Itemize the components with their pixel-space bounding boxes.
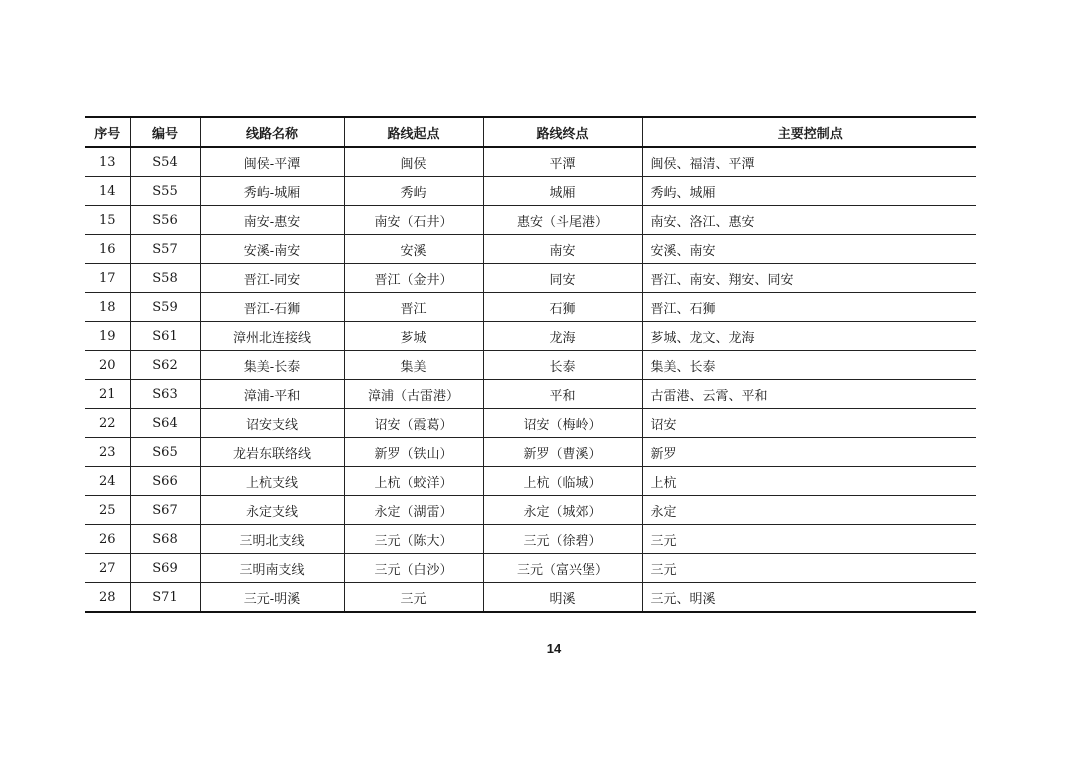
cell-start: 上杭（蛟洋） bbox=[344, 467, 483, 496]
cell-code: S58 bbox=[130, 264, 200, 293]
cell-route-name: 南安-惠安 bbox=[200, 206, 344, 235]
cell-end: 南安 bbox=[483, 235, 642, 264]
cell-route-name: 晋江-同安 bbox=[200, 264, 344, 293]
table-body bbox=[85, 147, 976, 612]
cell-start: 新罗（铁山） bbox=[344, 438, 483, 467]
table-row bbox=[85, 293, 976, 322]
table-row bbox=[85, 409, 976, 438]
cell-end: 明溪 bbox=[483, 583, 642, 613]
cell-route-name: 龙岩东联络线 bbox=[200, 438, 344, 467]
page-number: 14 bbox=[546, 641, 562, 656]
cell-route-name: 闽侯-平潭 bbox=[200, 147, 344, 177]
table-row bbox=[85, 322, 976, 351]
cell-route-name: 诏安支线 bbox=[200, 409, 344, 438]
table-row bbox=[85, 525, 976, 554]
cell-end: 城厢 bbox=[483, 177, 642, 206]
cell-index: 17 bbox=[85, 264, 130, 293]
cell-code: S71 bbox=[130, 583, 200, 613]
cell-end: 永定（城郊） bbox=[483, 496, 642, 525]
table-row bbox=[85, 206, 976, 235]
table-row bbox=[85, 177, 976, 206]
cell-code: S69 bbox=[130, 554, 200, 583]
cell-code: S61 bbox=[130, 322, 200, 351]
cell-index: 27 bbox=[85, 554, 130, 583]
cell-control-points: 安溪、南安 bbox=[642, 235, 976, 264]
cell-route-name: 安溪-南安 bbox=[200, 235, 344, 264]
cell-code: S59 bbox=[130, 293, 200, 322]
cell-start: 三元（白沙） bbox=[344, 554, 483, 583]
table-row bbox=[85, 380, 976, 409]
table-row bbox=[85, 583, 976, 613]
cell-index: 21 bbox=[85, 380, 130, 409]
header-route-name: 线路名称 bbox=[200, 117, 344, 147]
cell-end: 三元（富兴堡） bbox=[483, 554, 642, 583]
cell-index: 16 bbox=[85, 235, 130, 264]
table-row bbox=[85, 496, 976, 525]
cell-code: S67 bbox=[130, 496, 200, 525]
cell-code: S66 bbox=[130, 467, 200, 496]
cell-route-name: 三明北支线 bbox=[200, 525, 344, 554]
cell-code: S62 bbox=[130, 351, 200, 380]
cell-index: 20 bbox=[85, 351, 130, 380]
cell-start: 漳浦（古雷港） bbox=[344, 380, 483, 409]
table-row bbox=[85, 554, 976, 583]
header-index: 序号 bbox=[85, 117, 130, 147]
cell-index: 18 bbox=[85, 293, 130, 322]
header-end: 路线终点 bbox=[483, 117, 642, 147]
cell-end: 龙海 bbox=[483, 322, 642, 351]
cell-route-name: 漳浦-平和 bbox=[200, 380, 344, 409]
cell-route-name: 永定支线 bbox=[200, 496, 344, 525]
cell-code: S68 bbox=[130, 525, 200, 554]
cell-route-name: 晋江-石狮 bbox=[200, 293, 344, 322]
cell-control-points: 上杭 bbox=[642, 467, 976, 496]
cell-code: S56 bbox=[130, 206, 200, 235]
cell-index: 26 bbox=[85, 525, 130, 554]
cell-end: 平和 bbox=[483, 380, 642, 409]
table-row bbox=[85, 235, 976, 264]
cell-code: S64 bbox=[130, 409, 200, 438]
cell-route-name: 上杭支线 bbox=[200, 467, 344, 496]
cell-index: 28 bbox=[85, 583, 130, 613]
cell-control-points: 诏安 bbox=[642, 409, 976, 438]
cell-start: 闽侯 bbox=[344, 147, 483, 177]
cell-end: 上杭（临城） bbox=[483, 467, 642, 496]
cell-index: 23 bbox=[85, 438, 130, 467]
road-table bbox=[85, 116, 976, 613]
cell-start: 安溪 bbox=[344, 235, 483, 264]
cell-end: 三元（徐碧） bbox=[483, 525, 642, 554]
cell-end: 长泰 bbox=[483, 351, 642, 380]
table-row bbox=[85, 467, 976, 496]
cell-start: 三元（陈大） bbox=[344, 525, 483, 554]
cell-start: 诏安（霞葛） bbox=[344, 409, 483, 438]
cell-control-points: 秀屿、城厢 bbox=[642, 177, 976, 206]
table-row bbox=[85, 147, 976, 177]
cell-index: 14 bbox=[85, 177, 130, 206]
cell-start: 晋江（金井） bbox=[344, 264, 483, 293]
cell-control-points: 晋江、南安、翔安、同安 bbox=[642, 264, 976, 293]
cell-index: 15 bbox=[85, 206, 130, 235]
cell-end: 诏安（梅岭） bbox=[483, 409, 642, 438]
cell-code: S63 bbox=[130, 380, 200, 409]
cell-control-points: 集美、长泰 bbox=[642, 351, 976, 380]
cell-control-points: 三元、明溪 bbox=[642, 583, 976, 613]
cell-control-points: 闽侯、福清、平潭 bbox=[642, 147, 976, 177]
cell-start: 芗城 bbox=[344, 322, 483, 351]
cell-control-points: 永定 bbox=[642, 496, 976, 525]
cell-start: 晋江 bbox=[344, 293, 483, 322]
header-code: 编号 bbox=[130, 117, 200, 147]
cell-code: S54 bbox=[130, 147, 200, 177]
header-row bbox=[85, 117, 976, 147]
cell-index: 19 bbox=[85, 322, 130, 351]
cell-control-points: 三元 bbox=[642, 525, 976, 554]
cell-route-name: 秀屿-城厢 bbox=[200, 177, 344, 206]
cell-end: 惠安（斗尾港） bbox=[483, 206, 642, 235]
cell-end: 同安 bbox=[483, 264, 642, 293]
cell-control-points: 芗城、龙文、龙海 bbox=[642, 322, 976, 351]
cell-index: 25 bbox=[85, 496, 130, 525]
cell-start: 南安（石井） bbox=[344, 206, 483, 235]
cell-control-points: 古雷港、云霄、平和 bbox=[642, 380, 976, 409]
cell-route-name: 漳州北连接线 bbox=[200, 322, 344, 351]
cell-control-points: 晋江、石狮 bbox=[642, 293, 976, 322]
cell-code: S55 bbox=[130, 177, 200, 206]
table-row bbox=[85, 351, 976, 380]
cell-control-points: 南安、洛江、惠安 bbox=[642, 206, 976, 235]
cell-start: 秀屿 bbox=[344, 177, 483, 206]
cell-start: 永定（湖雷） bbox=[344, 496, 483, 525]
cell-start: 集美 bbox=[344, 351, 483, 380]
cell-code: S57 bbox=[130, 235, 200, 264]
cell-route-name: 三元-明溪 bbox=[200, 583, 344, 613]
cell-end: 平潭 bbox=[483, 147, 642, 177]
table-row bbox=[85, 438, 976, 467]
cell-end: 新罗（曹溪） bbox=[483, 438, 642, 467]
table-header bbox=[85, 117, 976, 147]
cell-index: 22 bbox=[85, 409, 130, 438]
cell-end: 石狮 bbox=[483, 293, 642, 322]
cell-control-points: 三元 bbox=[642, 554, 976, 583]
cell-route-name: 集美-长泰 bbox=[200, 351, 344, 380]
header-start: 路线起点 bbox=[344, 117, 483, 147]
cell-route-name: 三明南支线 bbox=[200, 554, 344, 583]
cell-control-points: 新罗 bbox=[642, 438, 976, 467]
cell-start: 三元 bbox=[344, 583, 483, 613]
cell-index: 13 bbox=[85, 147, 130, 177]
cell-code: S65 bbox=[130, 438, 200, 467]
table-row bbox=[85, 264, 976, 293]
header-control-points: 主要控制点 bbox=[642, 117, 976, 147]
cell-index: 24 bbox=[85, 467, 130, 496]
